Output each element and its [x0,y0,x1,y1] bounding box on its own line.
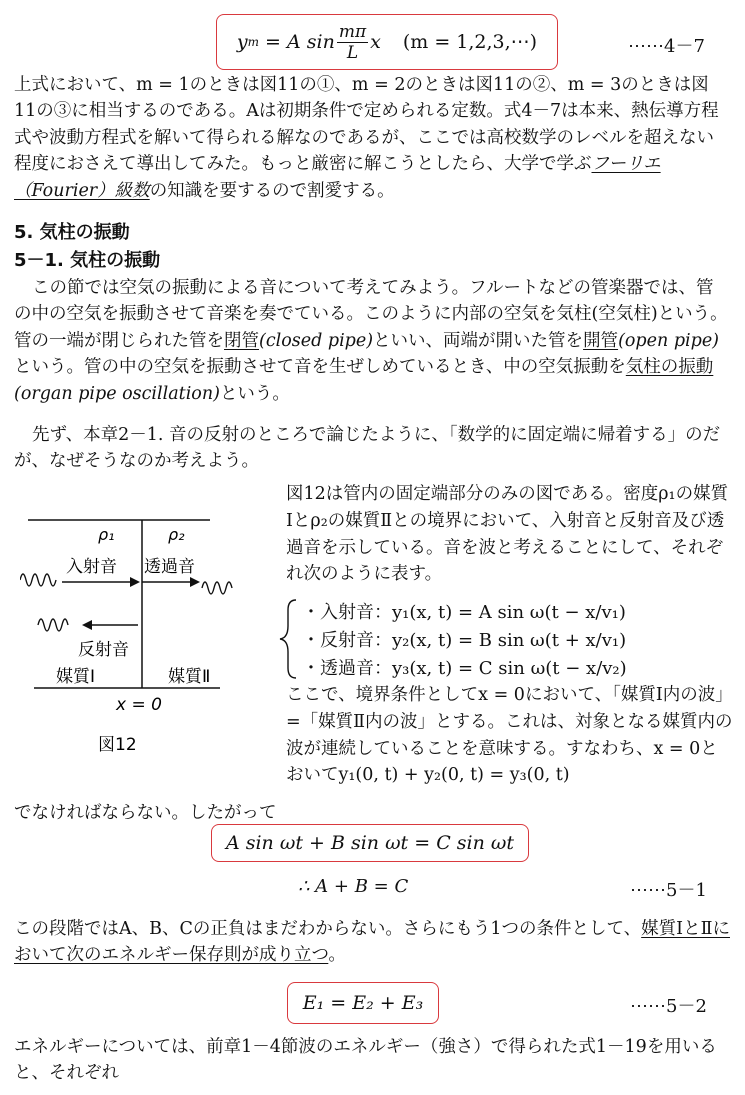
para2-a: この節では空気の振動による音について考えてみよう。フルートなどの管楽器では、管の中の空気を振動させて音楽を奏でている。このように内部の空気を気柱(空気柱)という。管の一端が閉じられた管を [14,278,728,351]
equation-5-2-box: E₁ = E₂ + E₃ [287,982,439,1024]
para2-d: という。 [219,383,290,404]
eq-mid: = A sin [259,31,335,53]
eq-frac-num: mπ [338,21,367,42]
eq-fraction [337,22,368,63]
para5-b: 。 [328,945,346,966]
transmitted-wave-icon [202,582,232,594]
figure-12 [20,500,270,760]
wave-transmitted: ・透過音：y₃(x, t) = C sin ω(t − x/v₂) [302,658,627,679]
section-heading-5-1: 5－1. 気柱の振動 [14,250,161,271]
equation-4-7-label: ⋯⋯4－7 [628,36,705,57]
reflected-label: 反射音 [78,640,129,660]
equation-5-2-label: ⋯⋯5－2 [630,996,707,1017]
rho2-label: ρ₂ [168,525,185,544]
paragraph-2 [14,275,730,407]
wave-incident: ・入射音：y₁(x, t) = A sin ω(t − x/v₁) [302,602,626,623]
equation-5-1: ∴ A + B = C [298,876,409,897]
closed-pipe-term: 閉管 [224,330,259,351]
eq-frac-den: L [346,42,359,63]
equation-sin-box: A sin ωt + B sin ωt = C sin ωt [211,824,529,862]
paragraph-1 [14,72,730,214]
brace-icon [278,598,300,680]
paragraph-5 [14,916,730,969]
organ-term-en: (organ pipe oscillation) [14,383,220,404]
medium1-label: 媒質Ⅰ [56,667,96,687]
medium2-label: 媒質Ⅱ [168,667,211,687]
closed-pipe-en: (closed pipe) [259,330,374,351]
paragraph-3: 先ず、本章2－1. 音の反射のところで論じたように、「数学的に固定端に帰着する」のだが、なぜそうなのか考えよう。 [14,425,721,472]
para5-a: この段階ではA、B、Cの正負はまだわからない。さらにもう1つの条件として、 [14,919,642,939]
eq-lhs-sub: m [247,35,260,49]
energy-conservation-term: 媒質ⅠとⅡにおいて次のエネルギー保存則が成り立つ [14,919,730,966]
eq-condition: (m = 1,2,3,⋯) [402,31,538,53]
boundary-condition-text: ここで、境界条件としてx = 0において、「媒質Ⅰ内の波」=「媒質Ⅱ内の波」とする。これは、対象となる媒質内の波が連続していることを意味する。すなわち、x = 0とおいてy₁(0, t) + y₂(0, t) = y₃(0, t) [286,685,733,786]
equation-5-1-label: ⋯⋯5－1 [630,880,707,901]
reflected-wave-icon [38,619,68,631]
transmitted-arrowhead [190,577,200,587]
eq-rhs: x [370,31,381,53]
x0-label: x = 0 [116,695,162,715]
para2-c: という。管の中の空気を振動させて音を生ぜしめているとき、中の空気振動を [14,357,626,378]
incident-wave-icon [20,574,56,586]
para2-b: といい、両端が開いた管を [373,330,584,351]
paragraph-1-text: 上式において、m = 1のときは図11の①、m = 2のときは図11の②、m = 3のときは図11の③に相当するのである。Aは初期条件で定められる定数。式4－7は本来、熱伝導方程式や波動方程式を解いて得られる解なのであるが、ここでは高校数学のレベルを超えない程度におさえて導出してみた。もっと厳密に解こうとしたら、大学で学ぶ [14,75,719,175]
equation-4-7-box [216,14,558,70]
fourier-term: フーリエ（Fourier）級数 [14,154,661,201]
transmitted-label: 透過音 [144,557,195,577]
open-pipe-en: (open pipe) [618,330,720,351]
section-heading-5: 5. 気柱の振動 [14,222,130,243]
rho1-label: ρ₁ [98,525,115,544]
paragraph-1-tail: の知識を要するので割愛する。 [149,180,395,201]
paragraph-4: でなければならない。したがって [14,803,277,823]
eq-lhs: y [236,31,248,53]
open-pipe-term: 開管 [583,330,619,351]
incident-label: 入射音 [66,557,117,577]
incident-arrowhead [130,577,140,587]
reflected-arrowhead [82,620,92,630]
figure-description: 図12は管内の固定端部分のみの図である。密度ρ₁の媒質Ⅰとρ₂の媒質Ⅱとの境界において、入射音と反射音及び透過音を示している。音を波と考えることにして、それぞれ次のように表す。 [286,484,729,585]
organ-term: 気柱の振動 [625,357,714,378]
wave-reflected: ・反射音：y₂(x, t) = B sin ω(t + x/v₁) [302,630,627,651]
figure-caption: 図12 [98,735,137,755]
paragraph-6: エネルギーについては、前章1－4節波のエネルギー（強さ）で得られた式1－19を用いると、それぞれ [14,1037,717,1084]
